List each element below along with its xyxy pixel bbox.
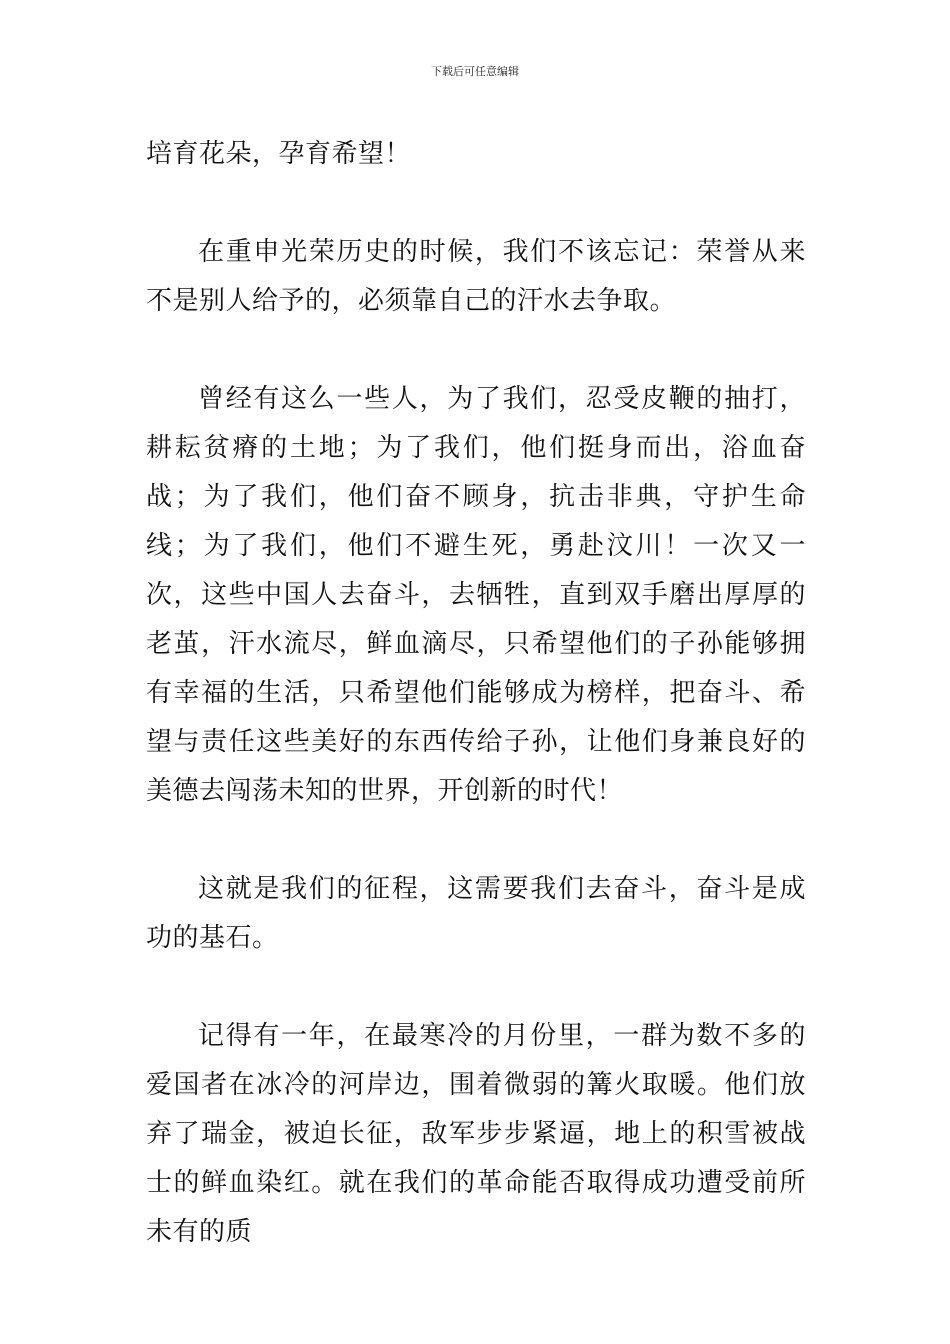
paragraph-3: 曾经有这么一些人，为了我们，忍受皮鞭的抽打，耕耘贫瘠的土地；为了我们，他们挺身而出，浴血奋战；为了我们，他们奋不顾身，抗击非典，守护生命线；为了我们，他们不避生死，勇赴汶川！一次又一次，这些中国人去奋斗，去牺牲，直到双手磨出厚厚的老茧，汗水流尽，鲜血滴尽，只希望他们的子孙能够拥有幸福的生活，只希望他们能够成为榜样，把奋斗、希望与责任这些美好的东西传给子孙，让他们身兼良好的美德去闯荡未知的世界，开创新的时代！ bbox=[146, 384, 806, 806]
paragraph-gap bbox=[146, 179, 806, 228]
paragraph-gap bbox=[146, 816, 806, 865]
paragraph-4: 这就是我们的征程，这需要我们去奋斗，奋斗是成功的基石。 bbox=[146, 874, 806, 953]
paragraph-gap bbox=[146, 326, 806, 375]
paragraph-5: 记得有一年，在最寒冷的月份里，一群为数不多的爱国者在冰冷的河岸边，围着微弱的篝火取暖。他们放弃了瑞金，被迫长征，敌军步步紧逼，地上的积雪被战士的鲜血染红。就在我们的革命能否取得成功遭受前所未有的质 bbox=[146, 1021, 806, 1247]
paragraph-1: 培育花朵，孕育希望！ bbox=[146, 139, 412, 169]
paragraph-gap bbox=[146, 963, 806, 1012]
page-header: 下载后可任意编辑 bbox=[431, 65, 519, 78]
paragraph-2: 在重申光荣历史的时候，我们不该忘记：荣誉从来不是别人给予的，必须靠自己的汗水去争取。 bbox=[146, 237, 806, 316]
document-body bbox=[146, 130, 806, 1257]
